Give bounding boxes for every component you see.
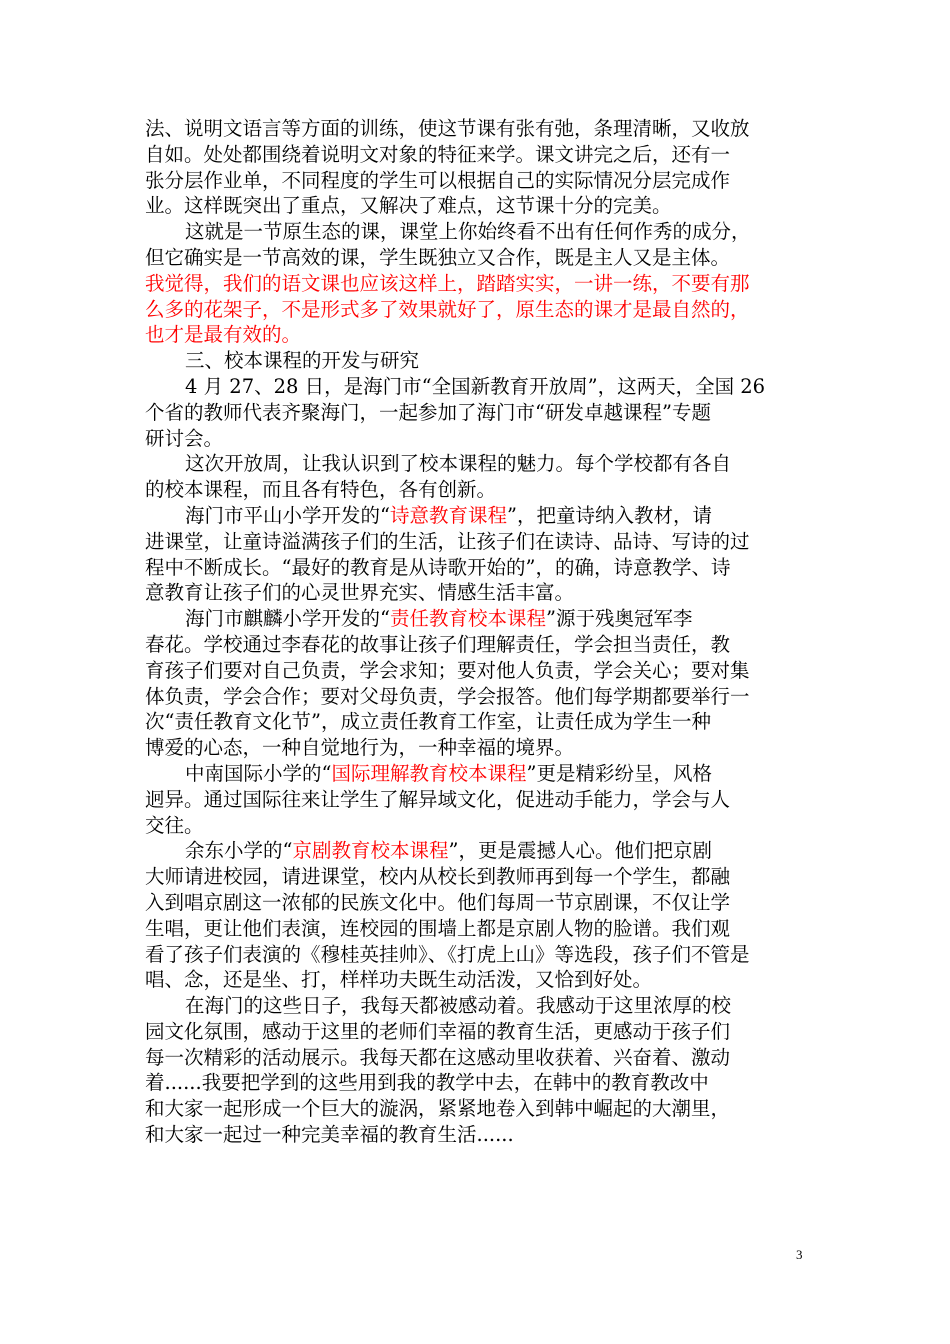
text-line	[145, 271, 810, 297]
text-line	[145, 916, 810, 942]
text-segment: ”更是精彩纷呈，风格	[526, 761, 712, 785]
text-segment: 和大家一起形成一个巨大的漩涡，紧紧地卷入到韩中崛起的大潮里，	[145, 1097, 731, 1121]
text-line	[145, 555, 810, 581]
text-segment: 唱、念，还是坐、打，样样功夫既生动活泼，又恰到好处。	[145, 968, 653, 992]
text-segment: 次“责任教育文化节”，成立责任教育工作室，让责任成为学生一种	[145, 710, 711, 734]
highlighted-text: 我觉得，我们的语文课也应该这样上，踏踏实实，一讲一练，不要有那	[145, 271, 750, 295]
text-segment: 这次开放周，让我认识到了校本课程的魅力。每个学校都有各自	[185, 452, 732, 476]
text-segment: ”，更是震撼人心。他们把京剧	[448, 839, 712, 863]
text-line	[145, 761, 810, 787]
text-segment: 迥异。通过国际往来让学生了解异域文化，促进动手能力，学会与人	[145, 787, 731, 811]
text-segment: 生唱，更让他们表演，连校园的围墙上都是京剧人物的脸谱。我们观	[145, 916, 731, 940]
text-segment: 交往。	[145, 813, 204, 837]
text-segment: 育孩子们要对自己负责，学会求知；要对他人负责，学会关心；要对集	[145, 658, 750, 682]
text-line	[145, 864, 810, 890]
text-segment: 但它确实是一节高效的课，学生既独立又合作，既是主人又是主体。	[145, 245, 731, 269]
text-line	[145, 142, 810, 168]
text-line	[145, 477, 810, 503]
text-line	[145, 942, 810, 968]
text-segment: 着......我要把学到的这些用到我的教学中去，在韩中的教育教改中	[145, 1071, 709, 1095]
text-line	[145, 116, 810, 142]
text-segment: 海门市麒麟小学开发的“	[185, 607, 390, 631]
text-segment: 海门市平山小学开发的“	[185, 503, 390, 527]
highlighted-text: 么多的花架子，不是形式多了效果就好了，原生态的课才是最自然的，	[145, 297, 750, 321]
highlighted-text: 京剧教育校本课程	[292, 839, 449, 863]
text-line	[145, 993, 810, 1019]
text-line	[145, 193, 810, 219]
text-line	[145, 735, 810, 761]
text-segment: 进课堂，让童诗溢满孩子们的生活，让孩子们在读诗、品诗、写诗的过	[145, 529, 750, 553]
text-segment: 业。这样既突出了重点，又解决了难点，这节课十分的完美。	[145, 194, 672, 218]
text-line	[145, 451, 810, 477]
body-text	[145, 116, 810, 1148]
text-line	[145, 709, 810, 735]
text-segment: 研讨会。	[145, 426, 224, 450]
text-line	[145, 580, 810, 606]
text-line	[145, 813, 810, 839]
text-line	[145, 658, 810, 684]
text-line	[145, 348, 810, 374]
text-segment: 看了孩子们表演的《穆桂英挂帅》、《打虎上山》等选段，孩子们不管是	[145, 942, 750, 966]
text-segment: 个省的教师代表齐聚海门，一起参加了海门市“研发卓越课程”专题	[145, 400, 711, 424]
text-line	[145, 1122, 810, 1148]
text-line	[145, 503, 810, 529]
text-line	[145, 1045, 810, 1071]
text-line	[145, 1096, 810, 1122]
text-line	[145, 787, 810, 813]
text-segment: 三、校本课程的开发与研究	[185, 349, 420, 373]
text-segment: 法、说明文语言等方面的训练，使这节课有张有弛，条理清晰，又收放	[145, 117, 750, 140]
highlighted-text: 也才是最有效的。	[145, 323, 302, 347]
text-segment: 这就是一节原生态的课，课堂上你始终看不出有任何作秀的成分，	[185, 220, 751, 244]
text-segment: 程中不断成长。“最好的教育是从诗歌开始的”，的确，诗意教学、诗	[145, 555, 731, 579]
text-line	[145, 890, 810, 916]
text-segment: 自如。处处都围绕着说明文对象的特征来学。课文讲完之后，还有一	[145, 142, 731, 166]
text-segment: 园文化氛围，感动于这里的老师们幸福的教育生活，更感动于孩子们	[145, 1019, 731, 1043]
text-segment: 张分层作业单，不同程度的学生可以根据自己的实际情况分层完成作	[145, 168, 731, 192]
text-line	[145, 426, 810, 452]
page-number: 3	[796, 1247, 803, 1262]
highlighted-text: 责任教育校本课程	[389, 607, 546, 631]
highlighted-text: 诗意教育课程	[389, 503, 507, 527]
text-line	[145, 245, 810, 271]
text-line	[145, 400, 810, 426]
text-segment: 4 月 27、28 日，是海门市“全国新教育开放周”，这两天，全国 26	[185, 374, 766, 398]
text-segment: 中南国际小学的“	[185, 761, 332, 785]
text-segment: 春花。学校通过李春花的故事让孩子们理解责任，学会担当责任，教	[145, 632, 731, 656]
text-segment: 入到唱京剧这一浓郁的民族文化中。他们每周一节京剧课，不仅让学	[145, 890, 731, 914]
text-line	[145, 606, 810, 632]
text-line	[145, 374, 810, 400]
text-line	[145, 168, 810, 194]
text-line	[145, 529, 810, 555]
text-segment: 余东小学的“	[185, 839, 293, 863]
text-segment: 体负责，学会合作；要对父母负责，学会报答。他们每学期都要举行一	[145, 684, 750, 708]
text-segment: 博爱的心态，一种自觉地行为，一种幸福的境界。	[145, 736, 575, 760]
text-segment: 在海门的这些日子，我每天都被感动着。我感动于这里浓厚的校	[185, 994, 732, 1018]
text-segment: 大师请进校园，请进课堂，校内从校长到教师再到每一个学生，都融	[145, 865, 731, 889]
text-line	[145, 1070, 810, 1096]
text-segment: ”源于残奥冠军李	[546, 607, 693, 631]
text-line	[145, 967, 810, 993]
text-line	[145, 632, 810, 658]
text-segment: 每一次精彩的活动展示。我每天都在这感动里收获着、兴奋着、激动	[145, 1045, 731, 1069]
text-segment: 和大家一起过一种完美幸福的教育生活......	[145, 1123, 514, 1147]
text-segment: ”，把童诗纳入教材，请	[507, 503, 712, 527]
text-segment: 的校本课程，而且各有特色，各有创新。	[145, 478, 497, 502]
text-segment: 意教育让孩子们的心灵世界充实、情感生活丰富。	[145, 581, 575, 605]
text-line	[145, 322, 810, 348]
text-line	[145, 684, 810, 710]
text-line	[145, 1019, 810, 1045]
text-line	[145, 297, 810, 323]
text-line	[145, 219, 810, 245]
highlighted-text: 国际理解教育校本课程	[331, 761, 527, 785]
text-line	[145, 838, 810, 864]
